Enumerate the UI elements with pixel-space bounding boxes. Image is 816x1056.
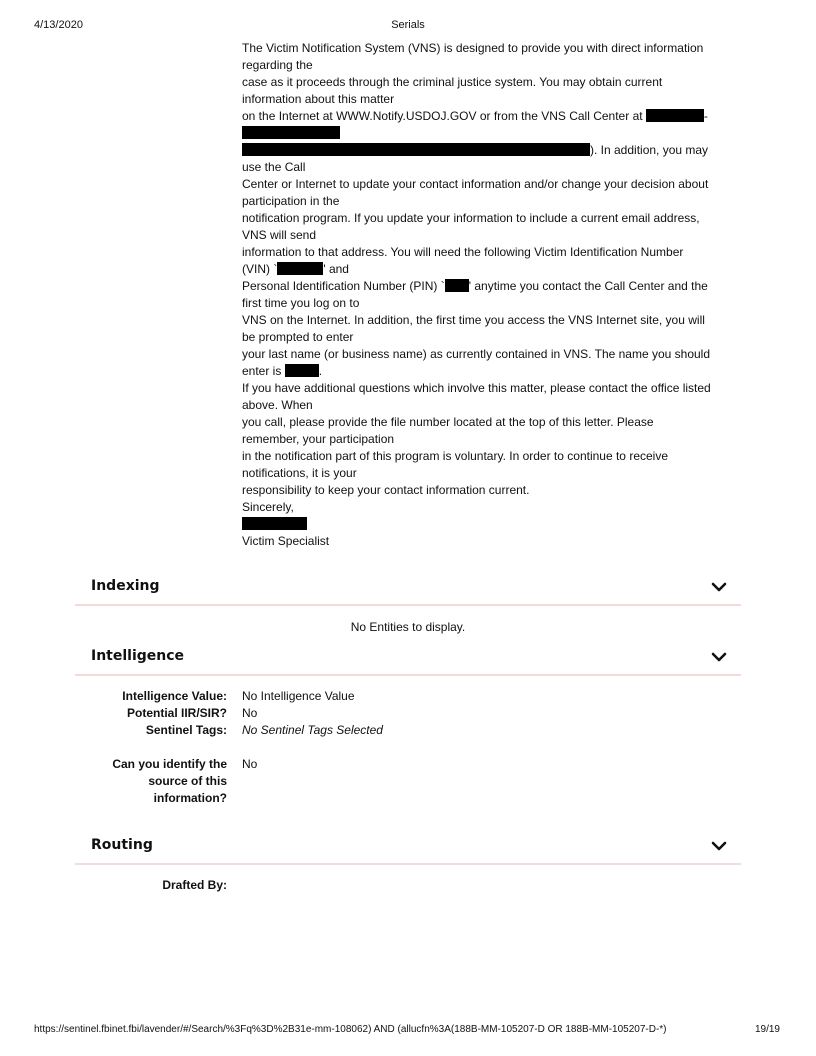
indexing-section-header[interactable] [75,570,741,606]
no-entities-message: No Entities to display. [350,620,466,634]
letter-text: . [318,364,323,378]
letter-line [242,142,718,159]
letter-line: responsibility to keep your contact information current. [242,483,530,497]
intelligence-section-header[interactable] [75,640,741,676]
potential-iir-sir-value: No [242,706,258,720]
letter-line [242,108,718,125]
sentinel-tags-value: No Sentinel Tags Selected [242,723,383,737]
identify-source-value: No [242,757,258,771]
letter-line [242,125,718,142]
redaction-block [242,143,590,156]
redaction-block [277,262,323,275]
letter-line: in the notification part of this program is voluntary. In order to continue to receive [242,449,668,463]
intelligence-value-label: Intelligence Value: [122,689,227,703]
letter-line: participation in the [242,194,340,208]
identify-source-label-line: Can you identify the [112,757,227,771]
letter-text: ' and [323,262,349,276]
chevron-down-icon[interactable] [711,840,727,852]
footer-page-number: 19/19 [754,1024,780,1035]
print-date: 4/13/2020 [34,19,83,31]
letter-line: VNS will send [242,228,317,242]
routing-section-title: Routing [91,837,153,853]
sentinel-tags-label: Sentinel Tags: [145,723,227,737]
letter-line: information to that address. You will need the following Victim Identification Number [242,245,684,259]
routing-section-header[interactable] [75,829,741,865]
letter-line [242,261,718,278]
chevron-down-icon[interactable] [711,651,727,663]
letter-line: use the Call [242,160,306,174]
letter-line: Sincerely, [242,500,294,514]
identify-source-label-line: source of this [148,774,227,788]
letter-text: (VIN) ` [242,262,278,276]
letter-text: - [703,109,708,123]
letter-line: notification program. If you update your information to include a current email address, [242,211,700,225]
intelligence-value: No Intelligence Value [242,689,355,703]
letter-line: your last name (or business name) as currently contained in VNS. The name you should [242,347,711,361]
letter-line: first time you log on to [242,296,360,310]
letter-line [242,363,718,380]
redaction-block [242,517,307,530]
letter-text: Personal Identification Number (PIN) ` [242,279,445,293]
indexing-section-title: Indexing [91,578,160,594]
identify-source-label-line: information? [153,791,227,805]
redaction-block [445,279,469,292]
letter-text: ). In addition, you may [590,143,709,157]
letter-line: notifications, it is your [242,466,357,480]
redaction-block [646,109,704,122]
letter-line: above. When [242,398,313,412]
letter-line: The Victim Notification System (VNS) is designed to provide you with direct information [242,41,704,55]
letter-line: If you have additional questions which involve this matter, please contact the office listed [242,381,711,395]
letter-line: remember, your participation [242,432,395,446]
letter-text: ' anytime you contact the Call Center and the [468,279,708,293]
potential-iir-sir-label: Potential IIR/SIR? [126,706,227,720]
redaction-block [285,364,319,377]
letter-text: enter is [242,364,282,378]
drafted-by-label: Drafted By: [162,878,227,892]
letter-line [242,516,718,533]
letter-line: VNS on the Internet. In addition, the first time you access the VNS Internet site, you will [242,313,705,327]
letter-line: regarding the [242,58,313,72]
identify-source-label [112,756,227,807]
letter-line: Center or Internet to update your contact information and/or change your decision about [242,177,709,191]
print-title: Serials [391,19,425,31]
intelligence-section-title: Intelligence [91,648,185,664]
letter-line: be prompted to enter [242,330,354,344]
letter-text: on the Internet at WWW.Notify.USDOJ.GOV or from the VNS Call Center at [242,109,643,123]
victim-letter [242,40,718,550]
letter-line: case as it proceeds through the criminal justice system. You may obtain current [242,75,663,89]
chevron-down-icon[interactable] [711,581,727,593]
letter-line [242,278,718,295]
letter-line: information about this matter [242,92,395,106]
redaction-block [242,126,340,139]
letter-line: you call, please provide the file number located at the top of this letter. Please [242,415,654,429]
footer-url: https://sentinel.fbinet.fbi/lavender/#/Search/%3Fq%3D%2B31e-mm-108062) AND (allucfn%3A(188B-MM-105207-D OR 188B-MM-105207-D-*) [34,1024,667,1035]
letter-line: Victim Specialist [242,534,330,548]
